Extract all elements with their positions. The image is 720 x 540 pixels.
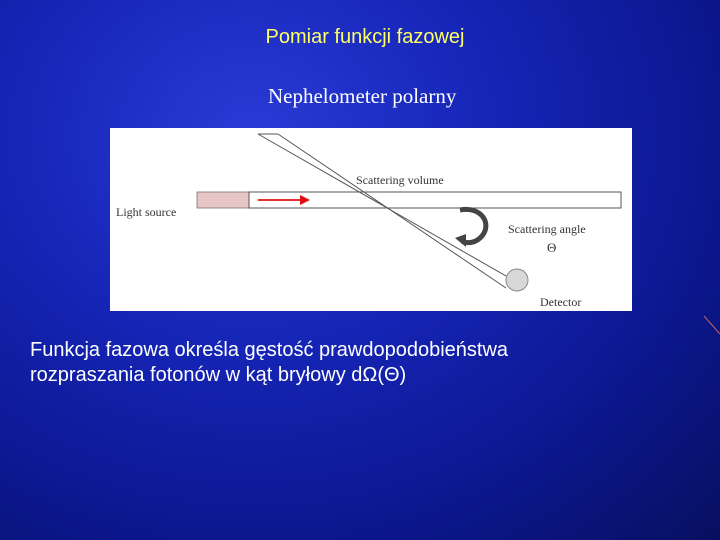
beam-arrow-head xyxy=(300,195,310,205)
nephelometer-diagram xyxy=(110,128,632,311)
label-light-source: Light source xyxy=(116,205,177,219)
label-theta: Θ xyxy=(547,240,557,255)
label-scattering-volume: Scattering volume xyxy=(356,173,444,187)
body-line-1: Funkcja fazowa określa gęstość prawdopodobieństwa xyxy=(30,339,509,361)
nephelometer-svg xyxy=(110,128,632,311)
slide-subtitle: Nephelometer polarny xyxy=(268,84,457,108)
label-scattering-angle: Scattering angle xyxy=(508,222,586,236)
body-line-2: rozpraszania fotonów w kąt bryłowy dΩ(Θ) xyxy=(30,364,407,386)
decorative-red-stroke xyxy=(704,316,720,334)
body-text xyxy=(30,338,690,388)
scattering-angle-arrowhead xyxy=(455,234,466,247)
label-detector: Detector xyxy=(540,295,582,309)
light-source-block xyxy=(197,192,249,208)
slide-title: Pomiar funkcji fazowej xyxy=(265,26,465,48)
detector-sphere xyxy=(506,269,528,291)
